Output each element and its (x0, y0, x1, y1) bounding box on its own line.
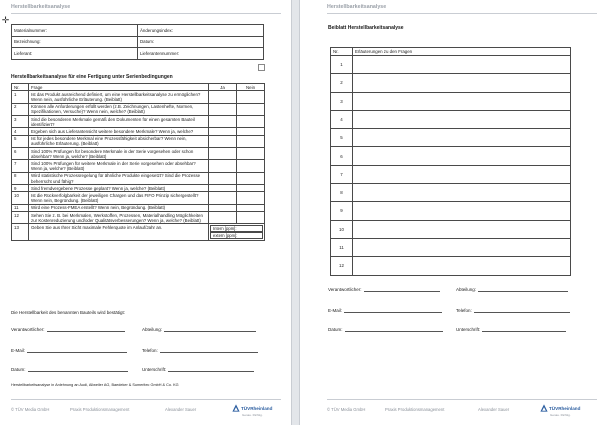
question-text-content: Sind fremdvergebene Prozesse geplant? Wenn ja, welche? (Beiblatt) (31, 185, 166, 191)
right-telefon-line[interactable] (474, 308, 570, 313)
right-verantwortlicher-line[interactable] (364, 287, 440, 292)
tuv-logo-right (540, 404, 581, 417)
column-header-frage: Frage (29, 84, 209, 91)
right-signature-row-3 (328, 327, 443, 332)
answer-number: 6 (331, 147, 353, 165)
question-text-content: Wird statistische Prozessregelung für ähnliche Produkte eingesetzt? Sind die Prozesse beherrscht und fähig? (31, 173, 201, 184)
footer-author-right: Alexander Sauer (478, 407, 510, 412)
section-title: Herstellbarkeitsanalyse für eine Fertigung unter Serienbedingungen (11, 74, 173, 80)
answer-ja-cell[interactable] (209, 185, 237, 192)
question-text (29, 160, 209, 172)
answer-explanation-cell[interactable] (353, 165, 571, 183)
answer-explanation-cell[interactable] (353, 184, 571, 202)
tuv-logo-text: TÜVRheinland (549, 405, 581, 411)
question-text (29, 103, 209, 115)
unterschrift-line[interactable] (168, 367, 254, 372)
question-text (29, 212, 209, 224)
question-number: 2 (12, 103, 29, 115)
telefon-line[interactable] (160, 348, 258, 353)
question-row (12, 103, 265, 115)
answer-explanation-cell[interactable] (353, 147, 571, 165)
extern-ppm-field[interactable]: extern [ppm]: (210, 232, 263, 239)
tuv-logo (232, 404, 273, 417)
answer-row (331, 56, 571, 74)
question-text-content: Wird eine Prozess-FMEA erstellt? Wenn nein, Begründung. (Beiblatt) (31, 205, 166, 211)
question-text (29, 128, 209, 135)
answer-column-header-text: Erläuterungen zu den Fragen (353, 48, 571, 56)
answer-explanation-cell[interactable] (353, 257, 571, 275)
materialnummer-field[interactable]: Materialnummer: (12, 25, 138, 37)
answer-explanation-cell[interactable] (353, 110, 571, 128)
question-table (11, 83, 265, 241)
question-text (29, 204, 209, 211)
question-text-content: Ist das Produkt ausreichend definiert, um eine Herstellbarkeitsanalyse zu ermöglichen? Wenn nein, ausführliche Erläuterung. (Beiblatt) (31, 91, 201, 102)
answer-row (331, 165, 571, 183)
answer-number: 7 (331, 165, 353, 183)
question-row (12, 172, 265, 184)
answer-row (331, 147, 571, 165)
question-number: 11 (12, 204, 29, 211)
question-text (29, 116, 209, 128)
answer-nein-cell[interactable] (237, 135, 265, 147)
answer-row (331, 238, 571, 256)
datum-label: Datum: (11, 367, 26, 372)
question-text-content: Ist die Rückverfolgbarkeit der jeweiligen Chargen und das FIFO Prinzip sichergestellt? Wenn nein, Begründung. (Beiblatt) (31, 192, 199, 204)
footer-series-right: Praxis Produktionsmanagement (385, 407, 445, 412)
question-row (12, 185, 265, 192)
right-datum-label: Datum: (328, 327, 343, 332)
footer-author: Alexander Sauer (165, 407, 197, 412)
answer-ja-cell[interactable] (209, 212, 237, 224)
answer-explanation-cell[interactable] (353, 56, 571, 74)
footer-divider (11, 399, 281, 400)
answer-explanation-cell[interactable] (353, 238, 571, 256)
right-unterschrift-line[interactable] (482, 327, 566, 332)
question-text (29, 172, 209, 184)
answer-number: 2 (331, 74, 353, 92)
answer-explanation-cell[interactable] (353, 74, 571, 92)
tuv-triangle-icon (540, 404, 548, 412)
footer-copyright: © TÜV Media GmbH (11, 407, 50, 412)
answer-row (331, 257, 571, 275)
signature-row-3 (11, 367, 128, 372)
question-row (12, 128, 265, 135)
question-row (12, 91, 265, 103)
answer-nein-cell[interactable] (237, 91, 265, 103)
right-email-line[interactable] (344, 308, 442, 313)
fehlerquote-cell (209, 224, 265, 241)
question-number: 1 (12, 91, 29, 103)
abteilung-line[interactable] (164, 327, 256, 332)
tuv-logo-subtitle: Genau. Richtig. (242, 413, 263, 417)
answer-nein-cell[interactable] (237, 128, 265, 135)
right-abteilung-line[interactable] (478, 287, 568, 292)
answer-number: 5 (331, 129, 353, 147)
tuv-triangle-icon (232, 404, 240, 412)
question-row (12, 204, 265, 211)
beiblatt-title: Beiblatt Herstellbarkeitsanalyse (328, 25, 404, 31)
page-gap (291, 0, 300, 425)
question-row (12, 192, 265, 204)
right-signature-row-3b (456, 327, 566, 332)
right-datum-line[interactable] (345, 327, 443, 332)
question-row (12, 160, 265, 172)
column-header-nein: Nein (237, 84, 265, 91)
email-line[interactable] (27, 348, 127, 353)
tuv-logo-subtitle: Genau. Richtig. (550, 413, 571, 417)
signature-row-1 (11, 327, 125, 332)
answer-ja-cell[interactable] (209, 172, 237, 184)
answer-ja-cell[interactable] (209, 103, 237, 115)
right-unterschrift-label: Unterschrift: (456, 327, 481, 332)
answer-ja-cell[interactable] (209, 135, 237, 147)
datum-field[interactable]: Datum: (138, 36, 264, 48)
lieferantennummer-field[interactable]: Lieferantennummer: (138, 48, 264, 60)
confirmation-text: Die Herstellbarkeit des benannten Bauteils wird bestätigt: (11, 310, 126, 315)
answer-nein-cell[interactable] (237, 192, 265, 204)
verantwortlicher-line[interactable] (47, 327, 125, 332)
question-text (29, 224, 209, 241)
question-row (12, 224, 265, 241)
question-number: 7 (12, 160, 29, 172)
signature-row-2 (11, 348, 127, 353)
answer-table (330, 47, 571, 276)
answer-explanation-cell[interactable] (353, 92, 571, 110)
answer-row (331, 220, 571, 238)
signature-row-3b (142, 367, 254, 372)
answer-row (331, 92, 571, 110)
answer-ja-cell[interactable] (209, 204, 237, 211)
right-verantwortlicher-label: Verantwortlicher: (328, 287, 362, 292)
answer-explanation-cell[interactable] (353, 202, 571, 220)
question-number: 13 (12, 224, 29, 241)
unterschrift-label: Unterschrift: (142, 367, 167, 372)
question-row (12, 212, 265, 224)
aenderungsindex-field[interactable]: Änderungsindex: (138, 25, 264, 37)
right-signature-row-1 (328, 287, 440, 292)
email-label: E-Mail: (11, 348, 26, 353)
question-text-content: Sind 100% Prüfungen für besondere Merkmale in der Serie vorgesehen oder schon absehbar? Wenn ja, welche? (Beiblatt) (31, 148, 194, 159)
right-abteilung-label: Abteilung: (456, 287, 477, 292)
answer-row (331, 110, 571, 128)
answer-explanation-cell[interactable] (353, 220, 571, 238)
answer-table-header (331, 48, 571, 56)
answer-nein-cell[interactable] (237, 172, 265, 184)
document-page-left (0, 0, 291, 425)
answer-number: 10 (331, 220, 353, 238)
answer-nein-cell[interactable] (237, 116, 265, 128)
verantwortlicher-label: Verantwortlicher: (11, 327, 45, 332)
answer-number: 1 (331, 56, 353, 74)
answer-nein-cell[interactable] (237, 212, 265, 224)
right-signature-row-2b (456, 308, 570, 313)
intern-ppm-field[interactable]: Intern [ppm]: (210, 225, 263, 232)
text-boundary-marker (258, 64, 265, 71)
table-move-handle-icon[interactable]: ✛ (1, 15, 10, 25)
header-title-right: Herstellbarkeitsanalyse (327, 4, 387, 10)
question-text (29, 185, 209, 192)
answer-number: 12 (331, 257, 353, 275)
question-table-header (12, 84, 265, 91)
header-title: Herstellbarkeitsanalyse (11, 4, 71, 10)
answer-number: 4 (331, 110, 353, 128)
answer-ja-cell[interactable] (209, 148, 237, 160)
abteilung-label: Abteilung: (142, 327, 163, 332)
header-divider-right (327, 13, 597, 14)
question-text (29, 192, 209, 204)
lieferant-field[interactable]: Lieferant: (12, 48, 138, 60)
question-text-content: Ergeben sich aus Lieferantensicht weitere besondere Merkmale? Wenn ja, welche? (31, 128, 194, 134)
question-row (12, 116, 265, 128)
answer-row (331, 202, 571, 220)
question-row (12, 148, 265, 160)
question-text (29, 148, 209, 160)
answer-row (331, 74, 571, 92)
answer-row (331, 129, 571, 147)
answer-nein-cell[interactable] (237, 185, 265, 192)
question-text-content: Sind die besonderen Merkmale gemäß den Dokumenten für einen gesamten Bauteil identifiziert? (31, 116, 195, 127)
column-header-nr: Nr. (12, 84, 29, 91)
question-row (12, 135, 265, 147)
signature-row-1b (142, 327, 256, 332)
question-text (29, 91, 209, 103)
question-text-content: Sehen Sie z. B. bei Merkmalen, Werkstoffen, Prozessen, Materialhandling Möglichkeiten zur Kostenreduzierung und/oder Qualitätsverbesserungen? Wenn ja, welche? (Beiblatt) (31, 212, 203, 223)
answer-ja-cell[interactable] (209, 116, 237, 128)
question-number: 10 (12, 192, 29, 204)
question-number: 3 (12, 116, 29, 128)
answer-row (331, 184, 571, 202)
answer-nein-cell[interactable] (237, 148, 265, 160)
answer-number: 9 (331, 202, 353, 220)
question-number: 5 (12, 135, 29, 147)
header-divider (11, 13, 281, 14)
right-signature-row-1b (456, 287, 568, 292)
answer-ja-cell[interactable] (209, 128, 237, 135)
answer-ja-cell[interactable] (209, 192, 237, 204)
question-text-content: Sind 100% Prüfungen für weitere Merkmale in der Serie vorgesehen oder absehbar? Wenn ja, welche? (Beiblatt) (31, 160, 196, 172)
answer-column-header-nr: Nr. (331, 48, 353, 56)
answer-nein-cell[interactable] (237, 103, 265, 115)
answer-ja-cell[interactable] (209, 91, 237, 103)
source-note: Herstellbarkeitsanalyse in Anlehnung an Audi, Allweiler AG, Baedeker & Sumeritec GmbH & Co. KG (11, 383, 179, 387)
datum-line[interactable] (28, 367, 128, 372)
metadata-table (11, 24, 264, 60)
question-text-content: Können alle Anforderungen erfüllt werden (z.B. Zeichnungen, Lastenhefte, Normen, Spezifikationen, Versuche)? Wenn nein, welche? (Beiblatt) (31, 104, 194, 115)
right-telefon-label: Telefon: (456, 308, 472, 313)
question-number: 9 (12, 185, 29, 192)
answer-number: 8 (331, 184, 353, 202)
question-text (29, 135, 209, 147)
question-text-content: Geben Sie aus Ihrer Sicht maximale Fehlerquote im Anlauf/Jahr an. (31, 224, 163, 230)
answer-nein-cell[interactable] (237, 204, 265, 211)
tuv-logo-text: TÜVRheinland (241, 405, 273, 411)
question-number: 4 (12, 128, 29, 135)
footer-copyright-right: © TÜV Media GmbH (327, 407, 366, 412)
bezeichnung-field[interactable]: Bezeichnung: (12, 36, 138, 48)
answer-explanation-cell[interactable] (353, 129, 571, 147)
telefon-label: Telefon: (142, 348, 158, 353)
question-number: 12 (12, 212, 29, 224)
footer-divider-right (327, 399, 597, 400)
right-email-label: E-Mail: (328, 308, 343, 313)
answer-number: 3 (331, 92, 353, 110)
question-number: 8 (12, 172, 29, 184)
footer-series: Praxis Produktionsmanagement (70, 407, 130, 412)
answer-number: 11 (331, 238, 353, 256)
question-number: 6 (12, 148, 29, 160)
right-signature-row-2 (328, 308, 442, 313)
question-text-content: Ist für jedes besondere Merkmal eine Prozessfähigkeit absicherbar? Wenn nein, ausführliche Erläuterung. (Beiblatt) (31, 136, 187, 147)
signature-row-2b (142, 348, 258, 353)
answer-ja-cell[interactable] (209, 160, 237, 172)
column-header-ja: Ja (209, 84, 237, 91)
answer-nein-cell[interactable] (237, 160, 265, 172)
